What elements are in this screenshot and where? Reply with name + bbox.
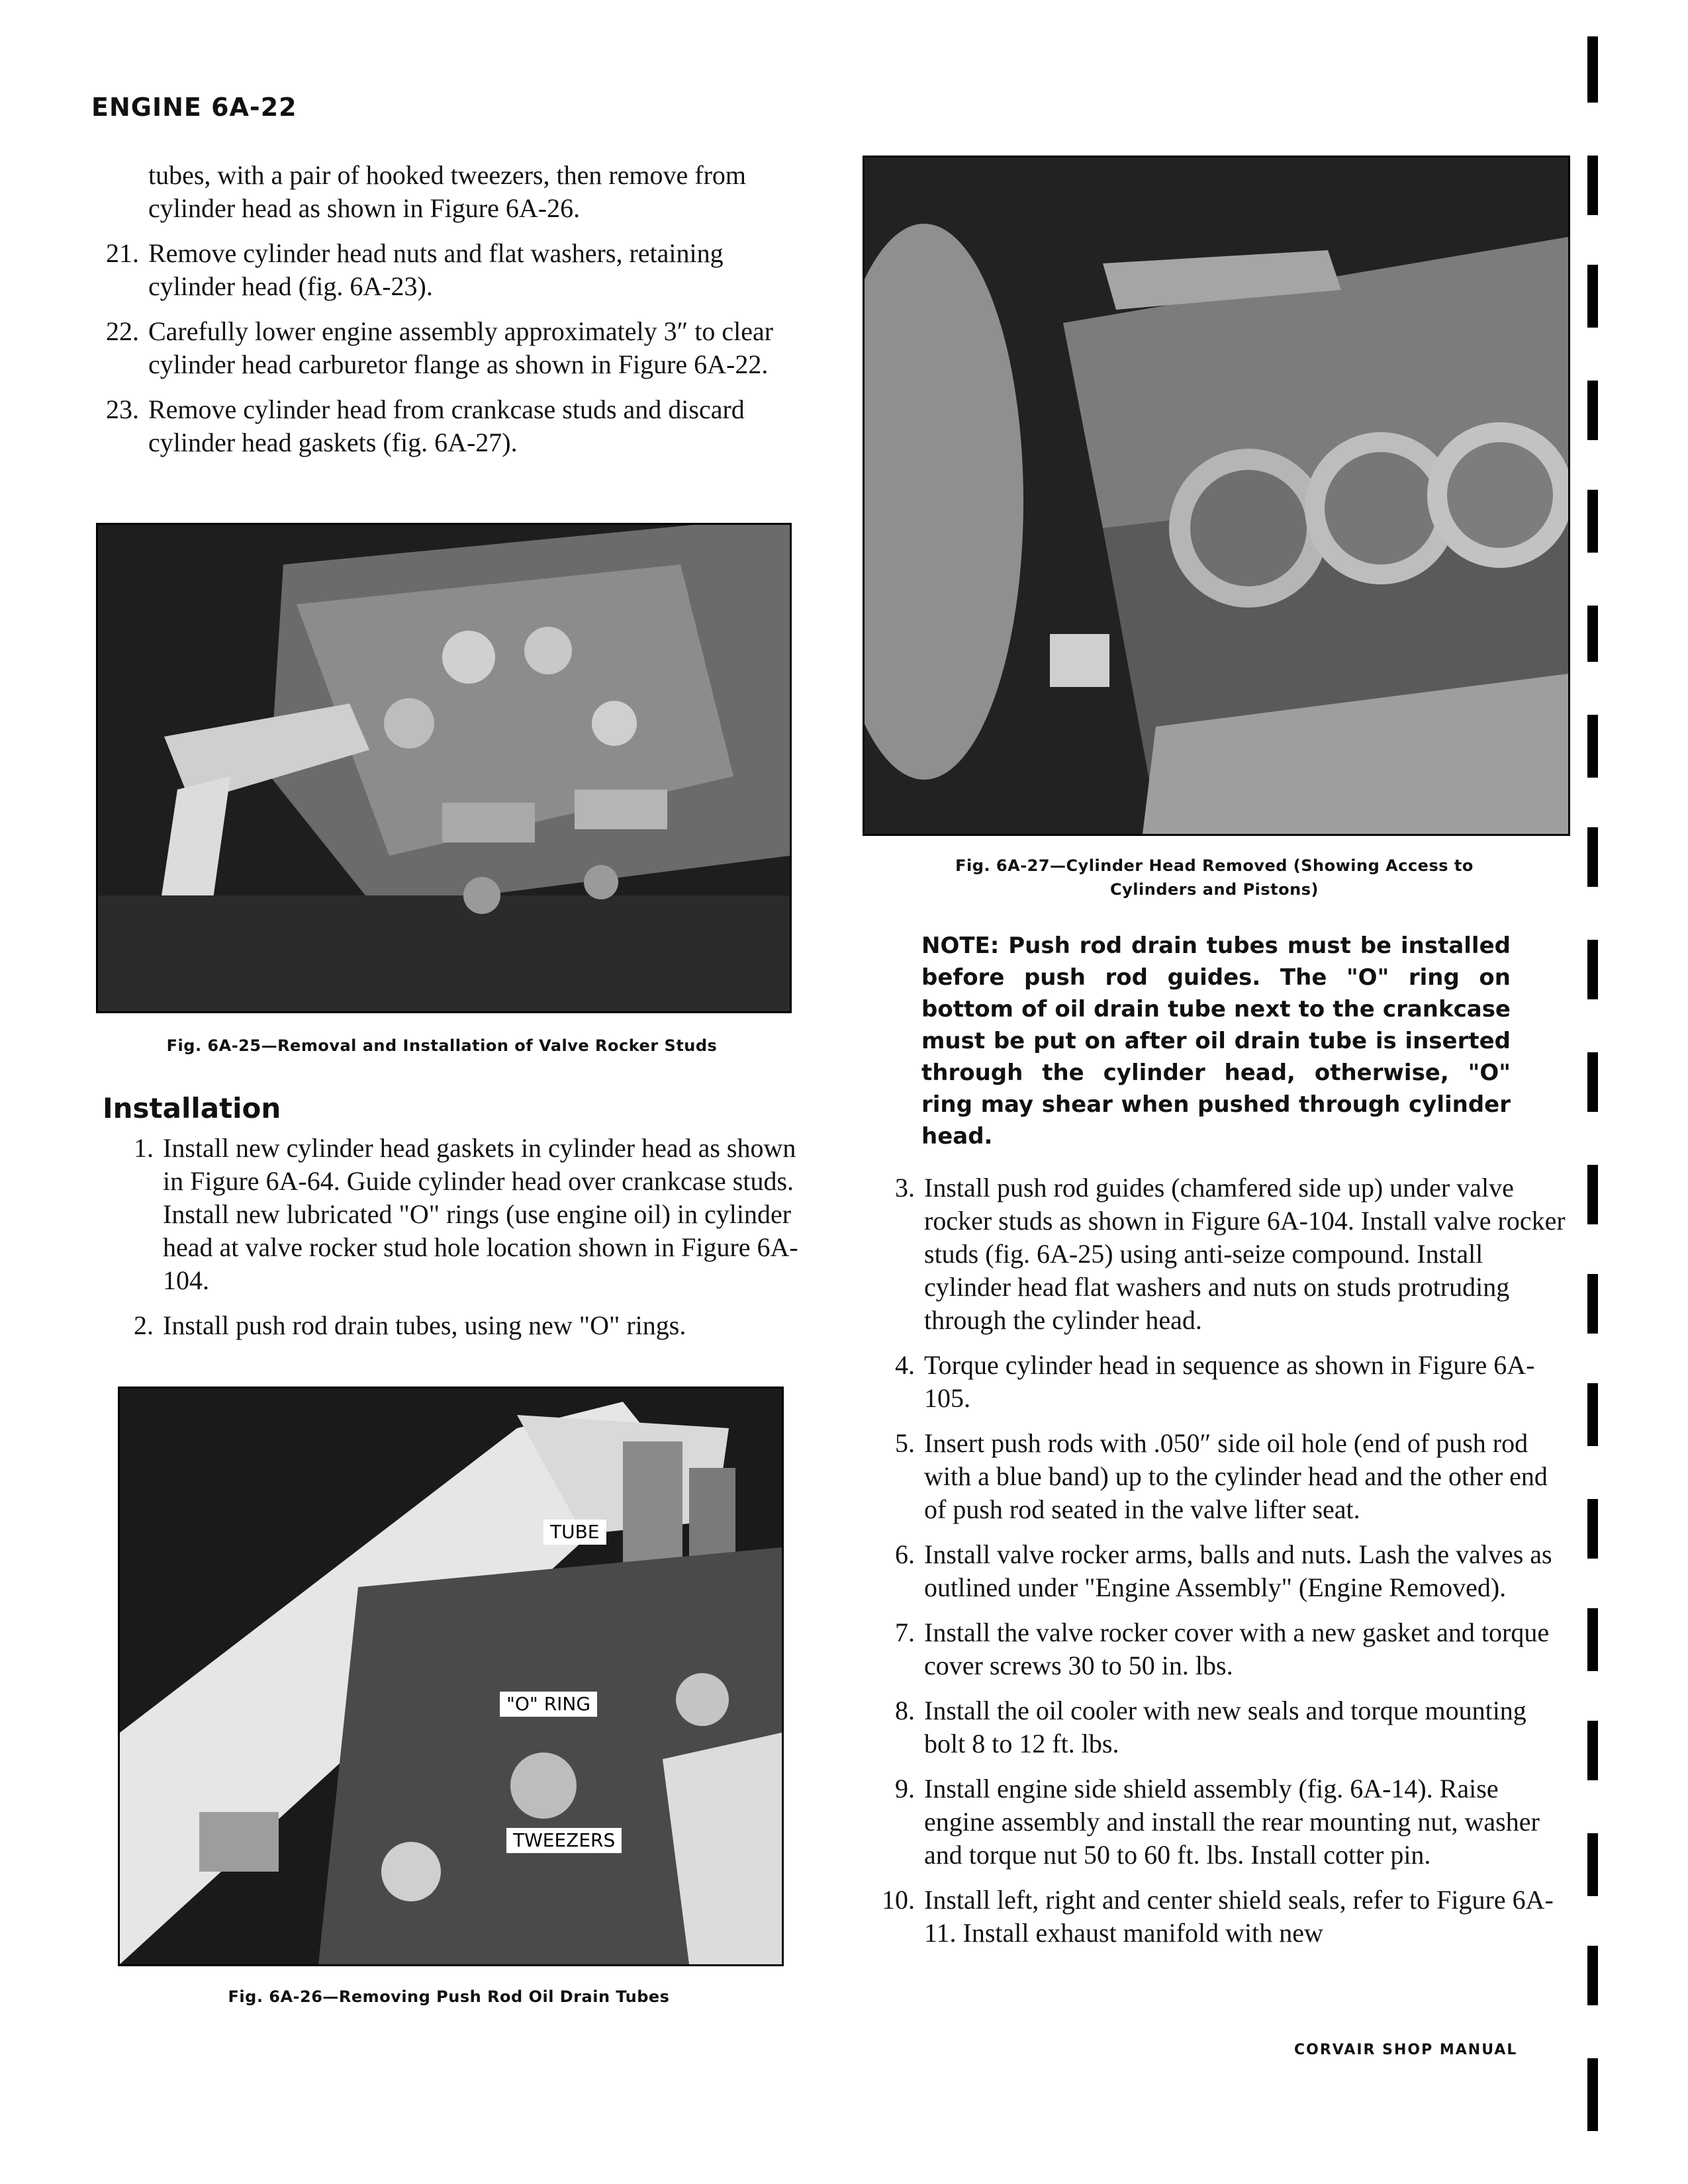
step-23: 23. Remove cylinder head from crankcase studs and discard cylinder head gaskets (fig. 6A-27). — [106, 394, 745, 457]
fig-26-photo — [118, 1387, 784, 1966]
edge-mark — [1587, 1721, 1598, 1780]
fig-27-caption-line1: Fig. 6A-27—Cylinder Head Removed (Showing Access to — [955, 856, 1474, 875]
step-8: 8. Install the oil cooler with new seals and torque mounting bolt 8 to 12 ft. lbs. — [895, 1696, 1526, 1758]
tube-label: TUBE — [543, 1520, 606, 1545]
edge-mark — [1587, 1274, 1598, 1334]
edge-mark — [1587, 1499, 1598, 1559]
right-steps — [868, 1171, 1571, 1950]
step-4: 4. Torque cylinder head in sequence as shown in Figure 6A-105. — [895, 1350, 1535, 1413]
edge-mark — [1587, 1052, 1598, 1112]
step-10: 10. Install left, right and center shield seals, refer to Figure 6A-11. Install exhaust manifold with new — [882, 1885, 1554, 1948]
step-7: 7. Install the valve rocker cover with a new gasket and torque cover screws 30 to 50 in. lbs. — [895, 1617, 1550, 1680]
edge-mark — [1587, 2058, 1598, 2131]
continuation-text: tubes, with a pair of hooked tweezers, then remove from cylinder head as shown in Figure 6A-26. — [148, 160, 747, 223]
step-6: 6. Install valve rocker arms, balls and nuts. Lash the valves as outlined under "Engine Assembly" (Engine Removed). — [895, 1539, 1552, 1602]
o-ring-label: "O" RING — [500, 1692, 597, 1717]
note-block: NOTE: Push rod drain tubes must be installed before push rod guides. The "O" ring on bottom of oil drain tube next to the crankcase must be put on after oil drain tube is inserted through the cylinder head, otherwise, "O" ring may shear when pushed through cylinder head. — [921, 933, 1511, 1150]
left-top-text — [93, 159, 801, 471]
drain-tube-photo — [120, 1388, 782, 1964]
fig-25-photo — [96, 523, 792, 1013]
fig-27-caption — [863, 854, 1566, 901]
edge-mark — [1587, 1165, 1598, 1224]
edge-mark — [1587, 827, 1598, 887]
removal-steps — [93, 237, 801, 459]
fig-27-photo — [863, 156, 1570, 836]
footer-manual-title: CORVAIR SHOP MANUAL — [1294, 2042, 1518, 2058]
install-step-2: 2. Install push rod drain tubes, using new "O" rings. — [134, 1310, 686, 1340]
edge-mark — [1587, 1833, 1598, 1896]
edge-mark — [1587, 1946, 1598, 2005]
edge-mark — [1587, 715, 1598, 778]
edge-mark — [1587, 265, 1598, 328]
edge-mark — [1587, 381, 1598, 440]
step-5: 5. Insert push rods with .050″ side oil hole (end of push rod with a blue band) up to the cylinder head and the other end of push rod seated in the valve lifter seat. — [895, 1428, 1548, 1524]
step-22: 22. Carefully lower engine assembly approximately 3″ to clear cylinder head carburetor flange as shown in Figure 6A-22. — [106, 316, 774, 379]
install-step-1: 1. Install new cylinder head gaskets in cylinder head as shown in Figure 6A-64. Guide cylinder head over crankcase studs. Install new lubricated "O" rings (use engine oil) in cylinder head at valve rocker stud hole location shown in Figure 6A-104. — [134, 1133, 798, 1295]
edge-mark — [1587, 940, 1598, 999]
edge-mark — [1587, 36, 1598, 103]
step-21: 21. Remove cylinder head nuts and flat washers, retaining cylinder head (fig. 6A-23). — [106, 238, 724, 301]
right-steps-block — [868, 1171, 1571, 1962]
step-9: 9. Install engine side shield assembly (fig. 6A-14). Raise engine assembly and install the rear mounting nut, washer and torque nut 50 to 60 ft. lbs. Install cotter pin. — [895, 1774, 1540, 1870]
fig-27-caption-line2: Cylinders and Pistons) — [1110, 880, 1319, 899]
installation-steps-block — [107, 1132, 801, 1354]
cylinder-head-removed-photo — [865, 158, 1568, 834]
page-header: ENGINE 6A-22 — [91, 93, 297, 122]
fig-26-caption: Fig. 6A-26—Removing Push Rod Oil Drain Tubes — [228, 1987, 670, 2006]
tweezers-label: TWEEZERS — [506, 1828, 622, 1853]
edge-mark — [1587, 156, 1598, 215]
edge-mark — [1587, 490, 1598, 553]
edge-mark — [1587, 1383, 1598, 1446]
fig-25-caption: Fig. 6A-25—Removal and Installation of Valve Rocker Studs — [166, 1036, 718, 1055]
step-3: 3. Install push rod guides (chamfered side up) under valve rocker studs as shown in Figure 6A-104. Install valve rocker studs (fig. 6A-25) using anti-seize compound. Install cylinder head flat washers and nuts on studs protruding through the cylinder head. — [895, 1173, 1566, 1335]
engine-rocker-photo — [98, 525, 790, 1011]
edge-mark — [1587, 606, 1598, 662]
installation-steps — [107, 1132, 801, 1342]
installation-title: Installation — [103, 1092, 281, 1124]
edge-mark — [1587, 1608, 1598, 1671]
